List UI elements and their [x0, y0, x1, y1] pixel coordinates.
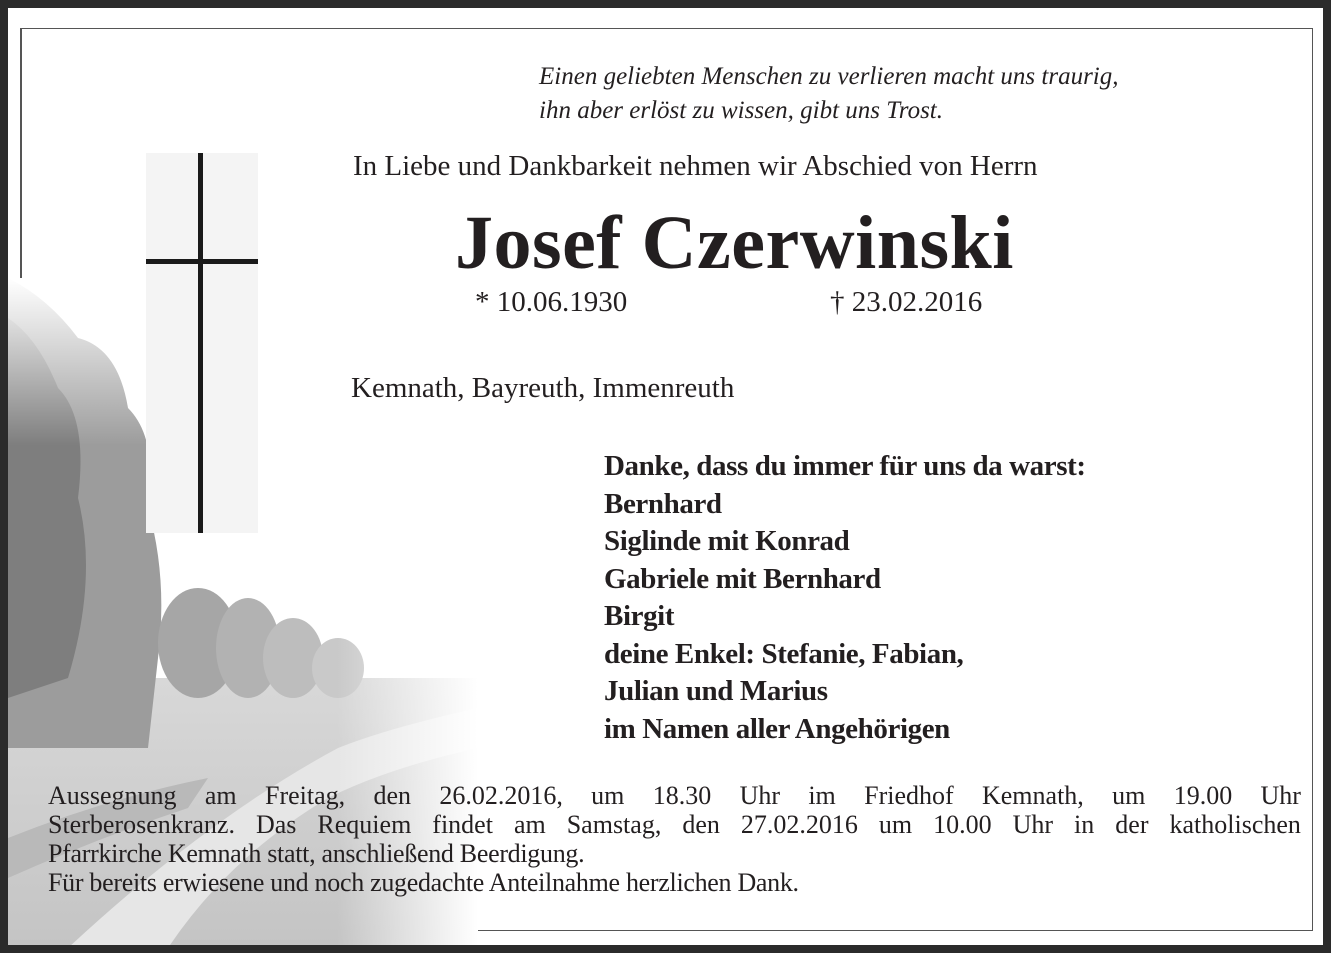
service-word: 27.02.2016 — [740, 810, 858, 839]
service-word: 26.02.2016, — [439, 781, 563, 810]
service-word: im — [808, 781, 836, 810]
inner-frame-left — [20, 28, 22, 278]
service-word: den — [682, 810, 720, 839]
service-word: Uhr — [1012, 810, 1054, 839]
death-date: † 23.02.2016 — [830, 286, 983, 318]
service-word: Sterberosenkranz. — [48, 810, 235, 839]
notice-inner — [8, 8, 1323, 945]
service-word: katholischen — [1169, 810, 1301, 839]
service-word: Aussegnung — [48, 781, 177, 810]
mourner-item: Gabriele mit Bernhard — [604, 562, 881, 595]
service-word: Samstag, — [566, 810, 662, 839]
mourner-item: Birgit — [604, 600, 675, 632]
service-word: um — [591, 781, 625, 810]
service-word: Friedhof — [864, 781, 954, 810]
mourner-item: im Namen aller Angehörigen — [604, 712, 950, 745]
service-word: der — [1115, 810, 1149, 839]
mourners-list — [604, 448, 1086, 748]
mourner-item: Julian und Marius — [604, 675, 828, 707]
service-word: um — [878, 810, 913, 839]
places: Kemnath, Bayreuth, Immenreuth — [351, 372, 735, 404]
mourners-heading: Danke, dass du immer für uns da warst: — [604, 450, 1086, 482]
mourner-item: Siglinde mit Konrad — [604, 525, 850, 557]
service-word: in — [1074, 810, 1095, 839]
mourner-item: deine Enkel: Stefanie, Fabian, — [604, 637, 964, 670]
service-line-3: Pfarrkirche Kemnath statt, anschließend Beerdigung. — [48, 839, 585, 868]
intro-text: In Liebe und Dankbarkeit nehmen wir Abschied von Herrn — [353, 150, 1038, 182]
birth-date: * 10.06.1930 — [475, 286, 628, 318]
service-word: Uhr — [739, 781, 780, 810]
mourner-item: Bernhard — [604, 487, 722, 520]
service-word: den — [373, 781, 412, 810]
service-word: am — [204, 781, 237, 810]
thanks-line: Für bereits erwiesene und noch zugedachte Anteilnahme herzlichen Dank. — [48, 868, 799, 897]
service-word: Das — [255, 810, 297, 839]
quote-line-1: Einen geliebten Menschen zu verlieren macht uns traurig, — [539, 63, 1119, 90]
service-word: findet — [432, 810, 493, 839]
service-word: um — [1112, 781, 1146, 810]
service-details — [48, 781, 1301, 897]
service-word: am — [513, 810, 546, 839]
service-word: Uhr — [1260, 781, 1301, 810]
service-line-1 — [48, 781, 1301, 810]
deceased-name: Josef Czerwinski — [455, 201, 1014, 285]
service-line-2 — [48, 810, 1301, 839]
service-word: Freitag, — [264, 781, 346, 810]
service-word: 18.30 — [652, 781, 712, 810]
quote-line-2: ihn aber erlöst zu wissen, gibt uns Trost. — [539, 97, 943, 124]
service-word: Kemnath, — [981, 781, 1084, 810]
service-word: 10.00 — [933, 810, 992, 839]
service-word: 19.00 — [1173, 781, 1233, 810]
quote — [539, 60, 1119, 128]
service-word: Requiem — [317, 810, 412, 839]
cross-icon — [146, 153, 258, 533]
